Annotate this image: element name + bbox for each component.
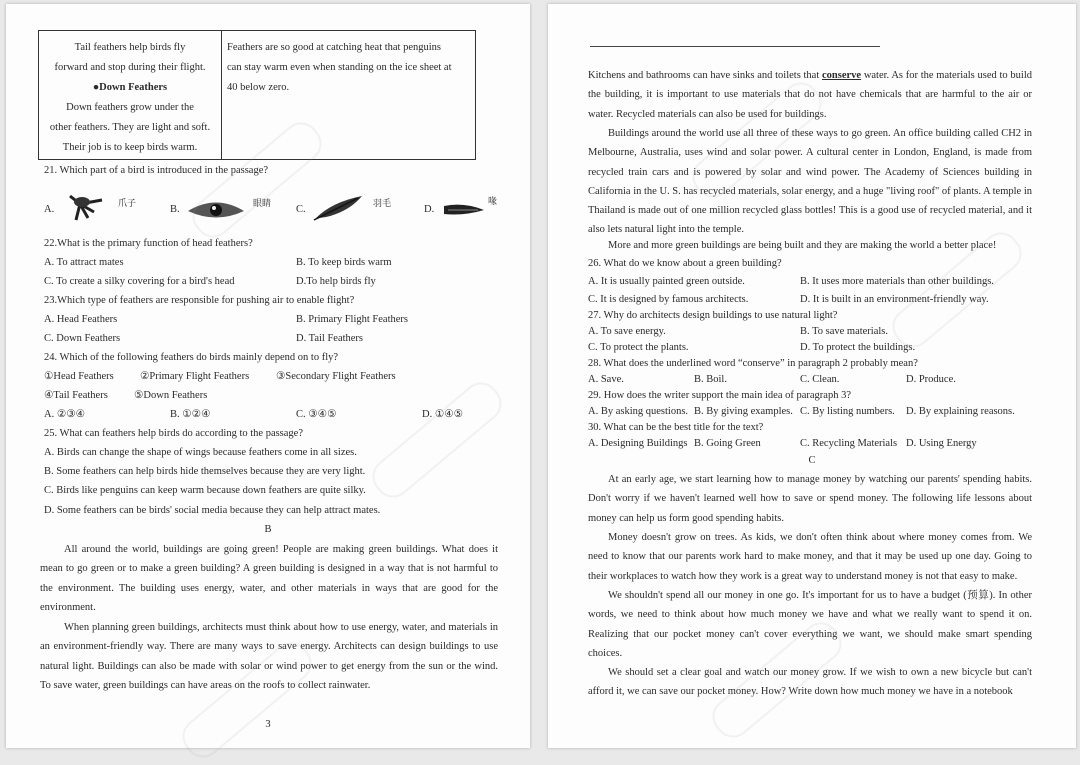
page-number: 3	[265, 719, 271, 730]
box-left-text: Tail feathers help birds fly forward and stop during their flight. ●Down Feathers Down feathers grow under the other feathers. They are light and soft. Their job is to keep birds warm.	[49, 42, 211, 153]
q27-option-d: D. To protect the buildings.	[800, 342, 916, 353]
section-c-heading: C	[808, 455, 816, 466]
q22-option-c: C. To create a silky covering for a bird's head	[44, 276, 235, 287]
q21-option-d: D.	[424, 204, 435, 215]
q24-option-c: C. ③④⑤	[296, 409, 337, 420]
q23-option-c: C. Down Feathers	[44, 333, 121, 344]
q24-item-2: ②Primary Flight Feathers	[140, 371, 250, 382]
q27-option-c: C. To protect the plants.	[588, 342, 689, 353]
q27-option-a: A. To save energy.	[588, 326, 666, 337]
q30-option-c: C. Recycling Materials	[800, 438, 898, 449]
q24-item-4: ④Tail Feathers	[44, 390, 108, 401]
q21-stem: 21. Which part of a bird is introduced in the passage?	[44, 165, 269, 176]
bird-claw-icon	[62, 190, 112, 226]
left-page	[6, 4, 530, 748]
section-b-heading: B	[264, 524, 272, 535]
q28-option-b: B. Boil.	[694, 374, 727, 385]
q22-option-b: B. To keep birds warm	[296, 257, 392, 268]
passage-b-paragraph-3: Kitchens and bathrooms can have sinks and toilets that conserve water. As for the materials used to build the building, it is important to use materials that do not have chemicals that are harmful to the air or water. Recycled materials can also be used for buildings.	[588, 70, 1032, 120]
q24-option-a: A. ②③④	[44, 409, 86, 420]
q25-option-d: D. Some feathers can be birds' social media because they can help attract mates.	[44, 505, 381, 516]
q25-option-b: B. Some feathers can help birds hide themselves because they are very light.	[44, 466, 366, 477]
underlined-word-conserve: conserve	[822, 70, 862, 81]
bird-beak-icon	[442, 200, 486, 220]
q30-option-a: A. Designing Buildings	[588, 438, 688, 449]
passage-c-paragraph-1: At an early age, we start learning how to manage money by watching our parents' spending habits. Don't worry if we haven't learned well how to save or spend money. The following life lessons about money can help us form good spending habits.	[588, 474, 1032, 524]
q29-option-a: A. By asking questions.	[588, 406, 689, 417]
q24-option-d: D. ①④⑤	[422, 409, 464, 420]
passage-c-paragraph-4: We should set a clear goal and watch our money grow. If we wish to own a new bicycle but can't afford it, we can save our pocket money. How? Write down how much money we have in a notebook	[588, 667, 1032, 698]
q29-option-b: B. By giving examples.	[694, 406, 793, 417]
q21-label-d: 喙	[488, 196, 498, 206]
q22-option-d: D.To help birds fly	[296, 276, 376, 287]
q22-option-a: A. To attract mates	[44, 257, 124, 268]
q28-option-a: A. Save.	[588, 374, 624, 385]
q23-option-b: B. Primary Flight Feathers	[296, 314, 408, 325]
q26-option-c: C. It is designed by famous architects.	[588, 294, 749, 305]
q21-label-c: 羽毛	[373, 198, 392, 208]
q24-item-3: ③Secondary Flight Feathers	[276, 371, 396, 382]
q26-option-d: D. It is built in an environment-friendly way.	[800, 294, 989, 305]
q30-option-d: D. Using Energy	[906, 438, 977, 449]
passage-b-paragraph-2: When planning green buildings, architects must think about how to use energy, water, and materials in an environment-friendly way. There are many ways to save energy. Architects can design buildings to use natural light. Buildings can also be made with solar or wind power to get energy from the sun or the wind. To save water, green buildings can have areas on the roofs to collect rainwater.	[40, 622, 498, 691]
feather-icon	[312, 192, 366, 224]
q25-option-c: C. Birds like penguins can keep warm because down feathers are quite silky.	[44, 485, 366, 496]
q24-item-1: ①Head Feathers	[44, 371, 114, 382]
q23-option-a: A. Head Feathers	[44, 314, 118, 325]
q26-stem: 26. What do we know about a green building?	[588, 258, 782, 269]
box-divider	[221, 31, 222, 159]
q29-option-c: C. By listing numbers.	[800, 406, 895, 417]
q24-stem: 24. Which of the following feathers do birds mainly depend on to fly?	[44, 352, 339, 363]
q22-stem: 22.What is the primary function of head feathers?	[44, 238, 253, 249]
q21-option-c: C.	[296, 204, 306, 215]
passage-b-paragraph-4: Buildings around the world use all three of these ways to go green. An office building called CH2 in Melbourne, Australia, uses wind and solar power. A cultural center in London, England, is made from recycled train cars and is powered by solar and wind power. The Academy of Sciences building in California in the U. S. has recycled materials, solar energy, and a huge "living roof" of plants. A temple in Thailand is made out of one million recycled glass bottles! This is a good use of recycled material, and it also lets natural light into the temple.	[588, 128, 1032, 236]
q28-option-d: D. Produce.	[906, 374, 956, 385]
q27-option-b: B. To save materials.	[800, 326, 889, 337]
q27-stem: 27. Why do architects design buildings to use natural light?	[588, 310, 838, 321]
q21-label-b: 眼睛	[253, 198, 272, 208]
q26-option-a: A. It is usually painted green outside.	[588, 276, 745, 287]
q23-stem: 23.Which type of feathers are responsible for pushing air to enable flight?	[44, 295, 355, 306]
q26-option-b: B. It uses more materials than other buildings.	[800, 276, 994, 287]
passage-c-paragraph-3: We shouldn't spend all our money in one go. It's important for us to have a budget (预算). In other words, we need to think about how much money we have and what we really want to spend it on. Realizing that our pocket money can't cover everything we want, we should make smart spending choices.	[588, 590, 1032, 659]
q29-stem: 29. How does the writer support the main idea of paragraph 3?	[588, 390, 852, 401]
box-right-text: Feathers are so good at catching heat that penguins can stay warm even when standing on the ice sheet at 40 below zero.	[227, 42, 452, 93]
q21-label-a: 爪子	[118, 198, 137, 208]
q23-option-d: D. Tail Feathers	[296, 333, 364, 344]
q28-option-c: C. Clean.	[800, 374, 840, 385]
passage-b-paragraph-5: More and more green buildings are being built and they are making the world a better place!	[608, 240, 997, 251]
q25-option-a: A. Birds can change the shape of wings because feathers come in all sizes.	[44, 447, 357, 458]
q28-stem: 28. What does the underlined word “conserve” in paragraph 2 probably mean?	[588, 358, 918, 369]
q30-stem: 30. What can be the best title for the text?	[588, 422, 764, 433]
q21-option-b: B.	[170, 204, 180, 215]
q30-option-b: B. Going Green	[694, 438, 761, 449]
q21-option-a: A.	[44, 204, 55, 215]
q29-option-d: D. By explaining reasons.	[906, 406, 1015, 417]
passage-b-paragraph-1: All around the world, buildings are going green! People are making green buildings. What does it mean to go green or to make a green building? A green building is designed in a way that is not harmful to the environment. The building uses energy, water, and other materials in ways that are good for the environment.	[40, 544, 498, 613]
q24-item-5: ⑤Down Feathers	[134, 390, 208, 401]
q25-stem: 25. What can feathers help birds do according to the passage?	[44, 428, 304, 439]
header-rule	[590, 46, 880, 47]
q24-option-b: B. ①②④	[170, 409, 211, 420]
passage-c-paragraph-2: Money doesn't grow on trees. As kids, we don't often think about where money comes from. We need to know that our parents work hard to make money, and that it may be used up one day. Going to their workplaces to watch how they work is a great way to understand money is not that easy to make.	[588, 532, 1032, 582]
